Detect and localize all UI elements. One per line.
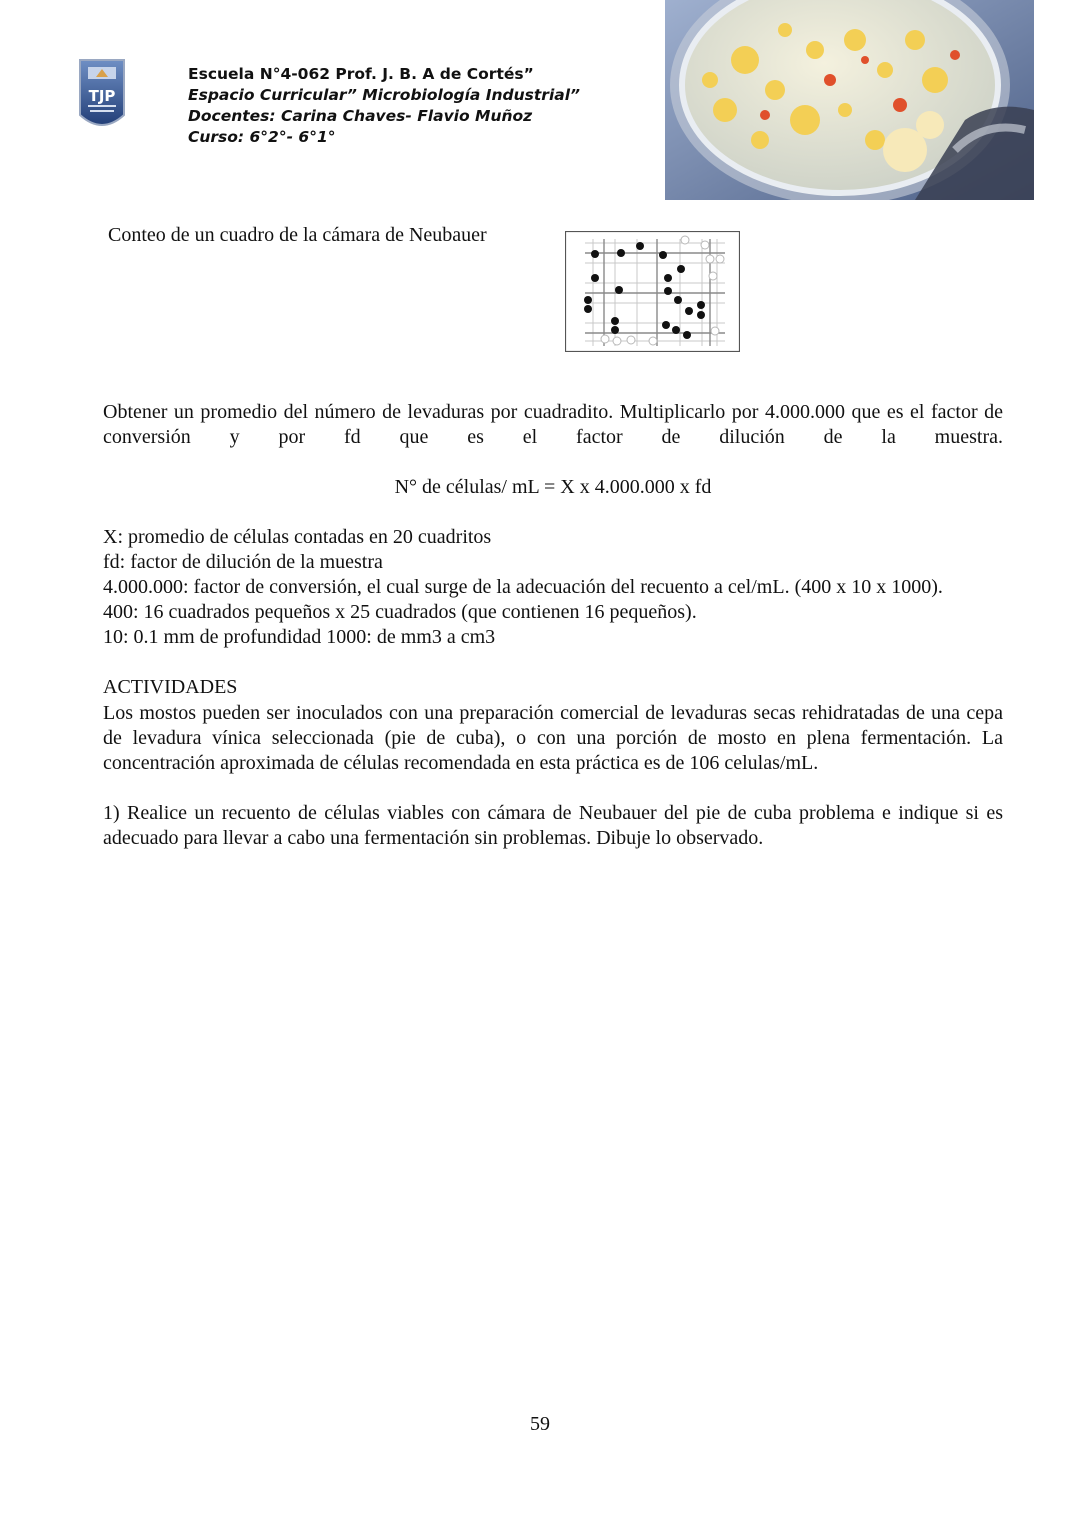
activities-paragraph: Los mostos pueden ser inoculados con una preparación comercial de levaduras secas rehidratadas de una cepa de levadura vínica seleccionada (pie de cuba), o con una porción de mosto en plena fermentación. La concentración aproximada de células recomendada en esta práctica es de 106 celulas/mL. [103, 702, 1003, 774]
header [188, 64, 580, 148]
activities-title: ACTIVIDADES [103, 676, 238, 698]
figure-caption: Conteo de un cuadro de la cámara de Neubauer [108, 224, 487, 246]
neubauer-grid-diagram [565, 231, 740, 352]
activity-task-1: 1) Realice un recuento de células viables con cámara de Neubauer del pie de cuba problema e indique si es adecuado para llevar a cabo una fermentación sin problemas. Dibuje lo observado. [103, 802, 1003, 849]
intro-paragraph: Obtener un promedio del número de levaduras por cuadradito. Multiplicarlo por 4.000.000 que es el factor de conversión y por fd que es el factor de dilución de la muestra. [103, 401, 1003, 448]
definition-line: 10: 0.1 mm de profundidad 1000: de mm3 a cm3 [103, 626, 496, 648]
subject-name: Espacio Curricular” Microbiología Industrial” [188, 86, 581, 104]
definition-line: 4.000.000: factor de conversión, el cual surge de la adecuación del recuento a cel/mL. (400 x 10 x 1000). [103, 576, 943, 598]
petri-dish-photo [665, 0, 1034, 200]
course: Curso: 6°2°- 6°1° [188, 128, 336, 146]
definition-line: X: promedio de células contadas en 20 cuadritos [103, 526, 492, 548]
definition-line: fd: factor de dilución de la muestra [103, 551, 383, 573]
page-number: 59 [530, 1413, 550, 1435]
logo-text: TJP [88, 87, 116, 105]
teachers: Docentes: Carina Chaves- Flavio Muñoz [188, 107, 533, 125]
definition-line: 400: 16 cuadrados pequeños x 25 cuadrados (que contienen 16 pequeños). [103, 601, 697, 623]
school-name: Escuela N°4-062 Prof. J. B. A de Cortés” [188, 65, 534, 83]
formula: N° de células/ mL = X x 4.000.000 x fd [394, 476, 712, 498]
school-logo [76, 57, 128, 135]
